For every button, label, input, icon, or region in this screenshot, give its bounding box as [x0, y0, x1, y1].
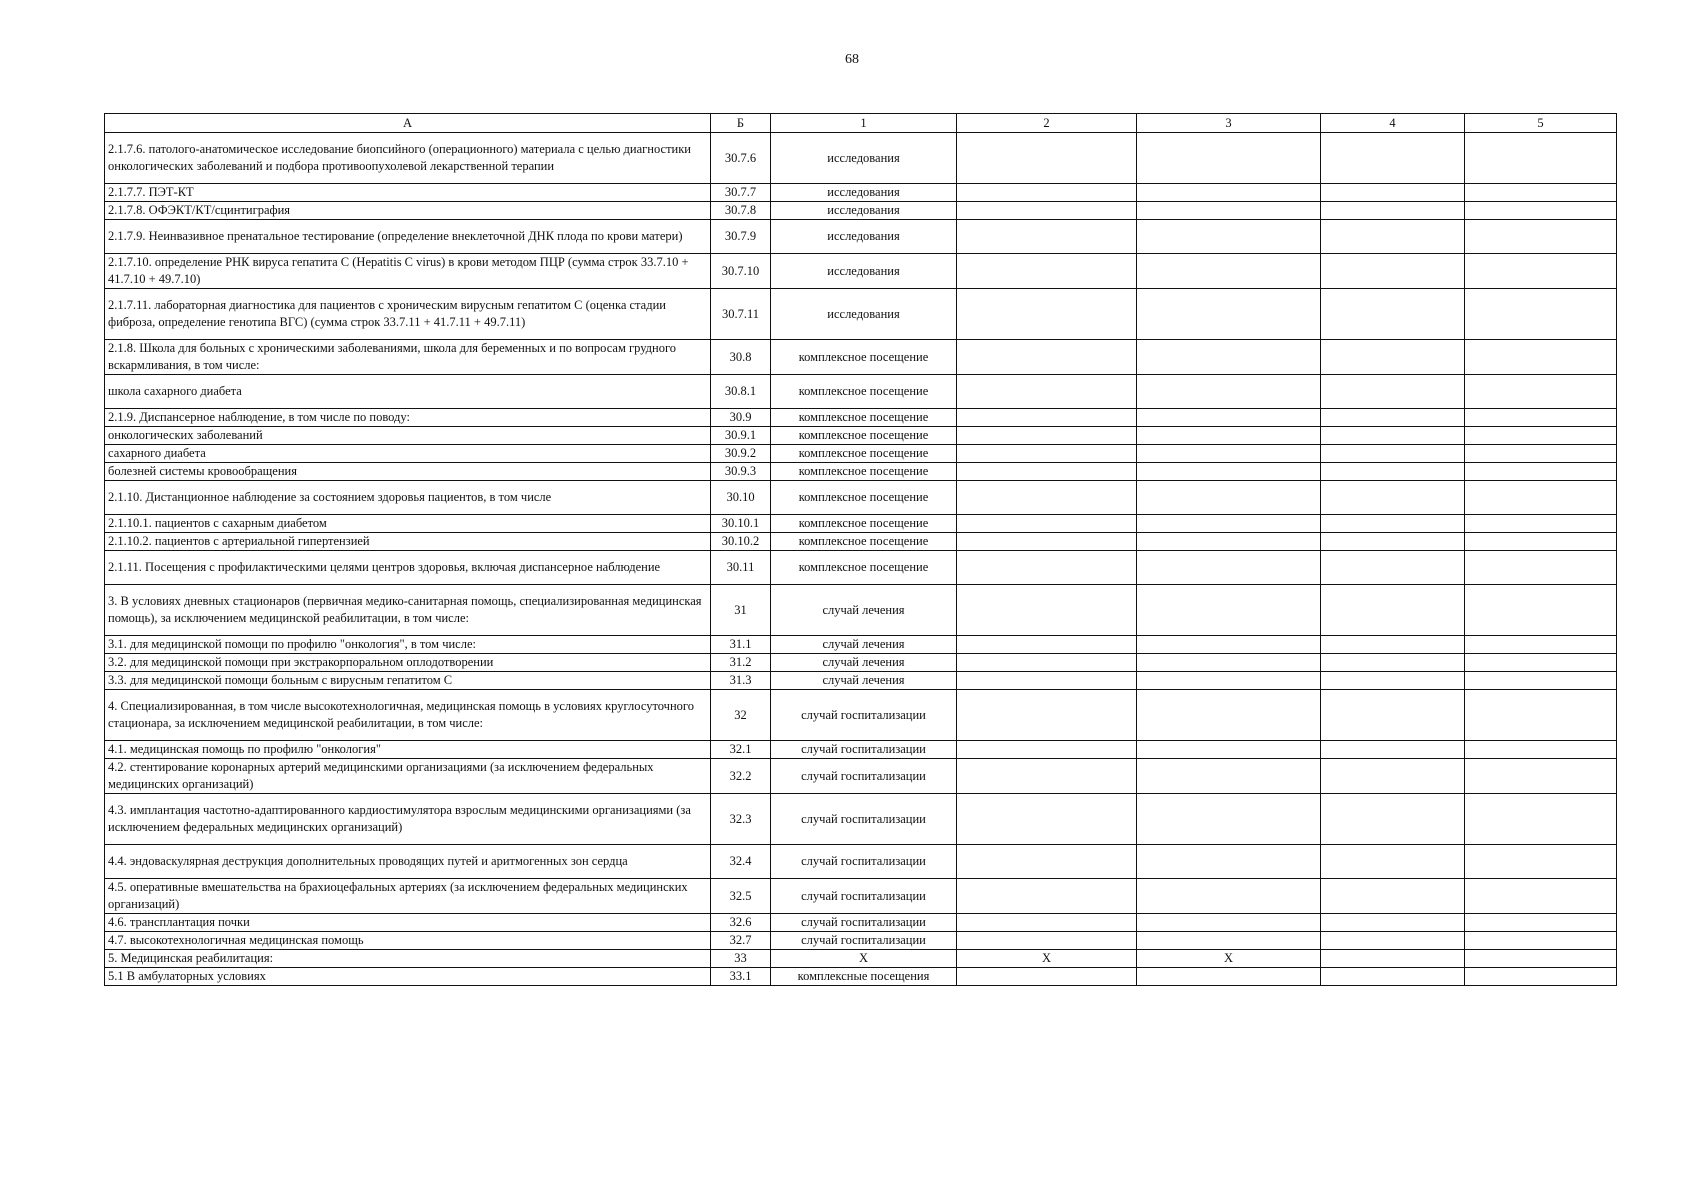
cell-3: [1137, 690, 1321, 741]
table-row: [105, 481, 1617, 515]
table-row: [105, 254, 1617, 289]
cell-3: [1137, 879, 1321, 914]
cell-a: 3.1. для медицинской помощи по профилю "онкология", в том числе:: [105, 636, 711, 654]
cell-b: 30.7.10: [711, 254, 771, 289]
cell-2: [957, 220, 1137, 254]
cell-1: исследования: [771, 202, 957, 220]
cell-3: Х: [1137, 950, 1321, 968]
cell-a: школа сахарного диабета: [105, 375, 711, 409]
header-row: [105, 114, 1617, 133]
cell-a: сахарного диабета: [105, 445, 711, 463]
cell-5: [1465, 690, 1617, 741]
cell-b: 31: [711, 585, 771, 636]
cell-2: [957, 409, 1137, 427]
cell-4: [1321, 202, 1465, 220]
cell-b: 32.5: [711, 879, 771, 914]
cell-1: случай госпитализации: [771, 741, 957, 759]
cell-1: случай госпитализации: [771, 845, 957, 879]
table-row: [105, 672, 1617, 690]
cell-b: 32: [711, 690, 771, 741]
cell-2: [957, 932, 1137, 950]
cell-5: [1465, 551, 1617, 585]
cell-2: [957, 636, 1137, 654]
cell-1: случай госпитализации: [771, 914, 957, 932]
cell-a: 2.1.10. Дистанционное наблюдение за состоянием здоровья пациентов, в том числе: [105, 481, 711, 515]
table-row: [105, 690, 1617, 741]
cell-b: 32.3: [711, 794, 771, 845]
cell-4: [1321, 445, 1465, 463]
cell-4: [1321, 636, 1465, 654]
header-cell-2: 2: [957, 114, 1137, 133]
cell-5: [1465, 672, 1617, 690]
cell-4: [1321, 950, 1465, 968]
cell-a: 4.3. имплантация частотно-адаптированного кардиостимулятора взрослым медицинскими организациями (за исключением федеральных медицинских организаций): [105, 794, 711, 845]
cell-b: 30.10.1: [711, 515, 771, 533]
table-row: [105, 968, 1617, 986]
cell-3: [1137, 968, 1321, 986]
cell-3: [1137, 932, 1321, 950]
table-row: [105, 445, 1617, 463]
cell-5: [1465, 932, 1617, 950]
cell-2: [957, 481, 1137, 515]
cell-5: [1465, 654, 1617, 672]
cell-3: [1137, 445, 1321, 463]
table-body: [105, 133, 1617, 986]
cell-4: [1321, 409, 1465, 427]
cell-a: 2.1.7.9. Неинвазивное пренатальное тестирование (определение внеклеточной ДНК плода по крови матери): [105, 220, 711, 254]
cell-5: [1465, 184, 1617, 202]
cell-3: [1137, 133, 1321, 184]
cell-5: [1465, 133, 1617, 184]
cell-b: 33: [711, 950, 771, 968]
cell-4: [1321, 968, 1465, 986]
cell-b: 30.7.8: [711, 202, 771, 220]
cell-2: [957, 794, 1137, 845]
cell-5: [1465, 375, 1617, 409]
table-row: [105, 585, 1617, 636]
table-row: [105, 794, 1617, 845]
cell-1: исследования: [771, 220, 957, 254]
cell-3: [1137, 375, 1321, 409]
cell-5: [1465, 463, 1617, 481]
header-cell-b: Б: [711, 114, 771, 133]
cell-2: [957, 533, 1137, 551]
cell-b: 32.1: [711, 741, 771, 759]
cell-4: [1321, 914, 1465, 932]
cell-3: [1137, 220, 1321, 254]
cell-a: 4.2. стентирование коронарных артерий медицинскими организациями (за исключением федеральных медицинских организаций): [105, 759, 711, 794]
cell-3: [1137, 184, 1321, 202]
cell-1: случай лечения: [771, 636, 957, 654]
cell-b: 30.10.2: [711, 533, 771, 551]
cell-a: 2.1.7.6. патолого-анатомическое исследование биопсийного (операционного) материала с целью диагностики онкологических заболеваний и подбора противоопухолевой лекарственной терапии: [105, 133, 711, 184]
header-cell-4: 4: [1321, 114, 1465, 133]
cell-a: 5. Медицинская реабилитация:: [105, 950, 711, 968]
data-table: [104, 113, 1617, 986]
cell-1: случай госпитализации: [771, 759, 957, 794]
cell-1: комплексное посещение: [771, 409, 957, 427]
cell-1: случай лечения: [771, 585, 957, 636]
cell-1: случай госпитализации: [771, 932, 957, 950]
cell-1: комплексное посещение: [771, 551, 957, 585]
cell-2: [957, 672, 1137, 690]
cell-4: [1321, 340, 1465, 375]
cell-5: [1465, 636, 1617, 654]
cell-5: [1465, 533, 1617, 551]
header-cell-1: 1: [771, 114, 957, 133]
table-row: [105, 202, 1617, 220]
cell-a: болезней системы кровообращения: [105, 463, 711, 481]
table-row: [105, 551, 1617, 585]
cell-a: 4.5. оперативные вмешательства на брахиоцефальных артериях (за исключением федеральных медицинских организаций): [105, 879, 711, 914]
cell-4: [1321, 220, 1465, 254]
cell-2: [957, 133, 1137, 184]
cell-2: [957, 463, 1137, 481]
cell-5: [1465, 254, 1617, 289]
cell-b: 30.8.1: [711, 375, 771, 409]
cell-5: [1465, 741, 1617, 759]
cell-4: [1321, 794, 1465, 845]
table-row: [105, 741, 1617, 759]
cell-a: 2.1.9. Диспансерное наблюдение, в том числе по поводу:: [105, 409, 711, 427]
cell-3: [1137, 515, 1321, 533]
cell-3: [1137, 533, 1321, 551]
cell-5: [1465, 409, 1617, 427]
cell-b: 30.9.3: [711, 463, 771, 481]
cell-4: [1321, 289, 1465, 340]
cell-2: [957, 202, 1137, 220]
cell-2: [957, 741, 1137, 759]
cell-4: [1321, 845, 1465, 879]
cell-3: [1137, 551, 1321, 585]
cell-3: [1137, 254, 1321, 289]
cell-3: [1137, 463, 1321, 481]
cell-2: [957, 879, 1137, 914]
cell-5: [1465, 585, 1617, 636]
cell-4: [1321, 481, 1465, 515]
cell-5: [1465, 914, 1617, 932]
cell-3: [1137, 409, 1321, 427]
cell-1: комплексное посещение: [771, 481, 957, 515]
cell-4: [1321, 690, 1465, 741]
cell-5: [1465, 759, 1617, 794]
cell-b: 30.11: [711, 551, 771, 585]
cell-b: 32.7: [711, 932, 771, 950]
cell-b: 33.1: [711, 968, 771, 986]
header-cell-5: 5: [1465, 114, 1617, 133]
cell-b: 30.9: [711, 409, 771, 427]
cell-b: 30.7.6: [711, 133, 771, 184]
cell-1: случай госпитализации: [771, 879, 957, 914]
cell-4: [1321, 672, 1465, 690]
cell-2: [957, 914, 1137, 932]
cell-2: [957, 759, 1137, 794]
cell-3: [1137, 741, 1321, 759]
table-row: [105, 427, 1617, 445]
cell-2: [957, 690, 1137, 741]
cell-3: [1137, 794, 1321, 845]
cell-b: 32.4: [711, 845, 771, 879]
cell-2: [957, 445, 1137, 463]
cell-1: комплексное посещение: [771, 515, 957, 533]
cell-2: [957, 968, 1137, 986]
cell-1: комплексное посещение: [771, 427, 957, 445]
cell-b: 30.8: [711, 340, 771, 375]
cell-a: 4.6. трансплантация почки: [105, 914, 711, 932]
cell-1: случай лечения: [771, 654, 957, 672]
cell-3: [1137, 340, 1321, 375]
table-row: [105, 463, 1617, 481]
cell-2: [957, 254, 1137, 289]
cell-a: 4.7. высокотехнологичная медицинская помощь: [105, 932, 711, 950]
cell-a: 4.1. медицинская помощь по профилю "онкология": [105, 741, 711, 759]
cell-b: 30.9.2: [711, 445, 771, 463]
table-row: [105, 184, 1617, 202]
cell-a: 4. Специализированная, в том числе высокотехнологичная, медицинская помощь в условиях круглосуточного стационара, за исключением медицинской реабилитации, в том числе:: [105, 690, 711, 741]
cell-5: [1465, 968, 1617, 986]
cell-b: 31.2: [711, 654, 771, 672]
cell-a: 5.1 В амбулаторных условиях: [105, 968, 711, 986]
cell-1: Х: [771, 950, 957, 968]
cell-1: случай лечения: [771, 672, 957, 690]
table-row: [105, 636, 1617, 654]
cell-2: [957, 585, 1137, 636]
cell-4: [1321, 533, 1465, 551]
cell-3: [1137, 914, 1321, 932]
table-row: [105, 220, 1617, 254]
cell-3: [1137, 585, 1321, 636]
table-row: [105, 375, 1617, 409]
table-row: [105, 515, 1617, 533]
cell-4: [1321, 932, 1465, 950]
table-row: [105, 654, 1617, 672]
cell-1: комплексное посещение: [771, 340, 957, 375]
cell-b: 31.1: [711, 636, 771, 654]
cell-3: [1137, 672, 1321, 690]
cell-1: комплексное посещение: [771, 445, 957, 463]
cell-2: [957, 515, 1137, 533]
cell-1: исследования: [771, 133, 957, 184]
cell-a: 2.1.7.10. определение РНК вируса гепатита С (Hepatitis C virus) в крови методом ПЦР (сумма строк 33.7.10 + 41.7.10 + 49.7.10): [105, 254, 711, 289]
cell-1: случай госпитализации: [771, 794, 957, 845]
cell-1: комплексное посещение: [771, 463, 957, 481]
cell-a: 2.1.11. Посещения с профилактическими целями центров здоровья, включая диспансерное наблюдение: [105, 551, 711, 585]
cell-5: [1465, 515, 1617, 533]
cell-b: 31.3: [711, 672, 771, 690]
cell-a: 2.1.10.2. пациентов с артериальной гипертензией: [105, 533, 711, 551]
cell-1: комплексное посещение: [771, 375, 957, 409]
cell-3: [1137, 481, 1321, 515]
cell-2: [957, 427, 1137, 445]
cell-2: [957, 845, 1137, 879]
cell-4: [1321, 375, 1465, 409]
cell-4: [1321, 184, 1465, 202]
cell-3: [1137, 654, 1321, 672]
cell-a: онкологических заболеваний: [105, 427, 711, 445]
cell-2: [957, 340, 1137, 375]
cell-2: [957, 654, 1137, 672]
cell-2: [957, 375, 1137, 409]
cell-4: [1321, 427, 1465, 445]
cell-a: 2.1.8. Школа для больных с хроническими заболеваниями, школа для беременных и по вопросам грудного вскармливания, в том числе:: [105, 340, 711, 375]
cell-3: [1137, 202, 1321, 220]
cell-5: [1465, 950, 1617, 968]
cell-4: [1321, 585, 1465, 636]
cell-4: [1321, 759, 1465, 794]
cell-3: [1137, 289, 1321, 340]
cell-4: [1321, 551, 1465, 585]
cell-4: [1321, 879, 1465, 914]
cell-a: 3. В условиях дневных стационаров (первичная медико-санитарная помощь, специализированная медицинская помощь), за исключением медицинской реабилитации, в том числе:: [105, 585, 711, 636]
cell-5: [1465, 481, 1617, 515]
cell-a: 2.1.7.11. лабораторная диагностика для пациентов с хроническим вирусным гепатитом С (оценка стадии фиброза, определение генотипа ВГС) (сумма строк 33.7.11 + 41.7.11 + 49.7.11): [105, 289, 711, 340]
cell-5: [1465, 445, 1617, 463]
cell-5: [1465, 845, 1617, 879]
table-row: [105, 950, 1617, 968]
cell-4: [1321, 654, 1465, 672]
table-row: [105, 533, 1617, 551]
table-row: [105, 133, 1617, 184]
table-row: [105, 914, 1617, 932]
table-row: [105, 409, 1617, 427]
table-row: [105, 932, 1617, 950]
cell-5: [1465, 202, 1617, 220]
cell-4: [1321, 741, 1465, 759]
cell-a: 2.1.7.8. ОФЭКТ/КТ/сцинтиграфия: [105, 202, 711, 220]
cell-4: [1321, 463, 1465, 481]
cell-3: [1137, 427, 1321, 445]
table-row: [105, 845, 1617, 879]
table-row: [105, 759, 1617, 794]
table-row: [105, 340, 1617, 375]
cell-1: комплексное посещение: [771, 533, 957, 551]
cell-b: 30.10: [711, 481, 771, 515]
cell-b: 30.7.9: [711, 220, 771, 254]
cell-5: [1465, 340, 1617, 375]
table-row: [105, 879, 1617, 914]
cell-a: 3.3. для медицинской помощи больным с вирусным гепатитом С: [105, 672, 711, 690]
cell-5: [1465, 879, 1617, 914]
cell-b: 30.9.1: [711, 427, 771, 445]
cell-3: [1137, 759, 1321, 794]
cell-5: [1465, 289, 1617, 340]
cell-b: 32.2: [711, 759, 771, 794]
cell-a: 2.1.10.1. пациентов с сахарным диабетом: [105, 515, 711, 533]
cell-a: 4.4. эндоваскулярная деструкция дополнительных проводящих путей и аритмогенных зон сердца: [105, 845, 711, 879]
cell-3: [1137, 845, 1321, 879]
cell-a: 2.1.7.7. ПЭТ-КТ: [105, 184, 711, 202]
cell-1: комплексные посещения: [771, 968, 957, 986]
cell-2: Х: [957, 950, 1137, 968]
cell-3: [1137, 636, 1321, 654]
cell-b: 32.6: [711, 914, 771, 932]
cell-5: [1465, 220, 1617, 254]
cell-b: 30.7.7: [711, 184, 771, 202]
cell-1: исследования: [771, 184, 957, 202]
cell-2: [957, 289, 1137, 340]
cell-1: исследования: [771, 254, 957, 289]
cell-1: исследования: [771, 289, 957, 340]
page-number: 68: [845, 52, 859, 67]
cell-4: [1321, 254, 1465, 289]
table-row: [105, 289, 1617, 340]
cell-4: [1321, 515, 1465, 533]
cell-b: 30.7.11: [711, 289, 771, 340]
cell-2: [957, 551, 1137, 585]
cell-5: [1465, 427, 1617, 445]
cell-4: [1321, 133, 1465, 184]
header-cell-3: 3: [1137, 114, 1321, 133]
cell-a: 3.2. для медицинской помощи при экстракорпоральном оплодотворении: [105, 654, 711, 672]
header-cell-a: А: [105, 114, 711, 133]
cell-2: [957, 184, 1137, 202]
cell-1: случай госпитализации: [771, 690, 957, 741]
cell-5: [1465, 794, 1617, 845]
